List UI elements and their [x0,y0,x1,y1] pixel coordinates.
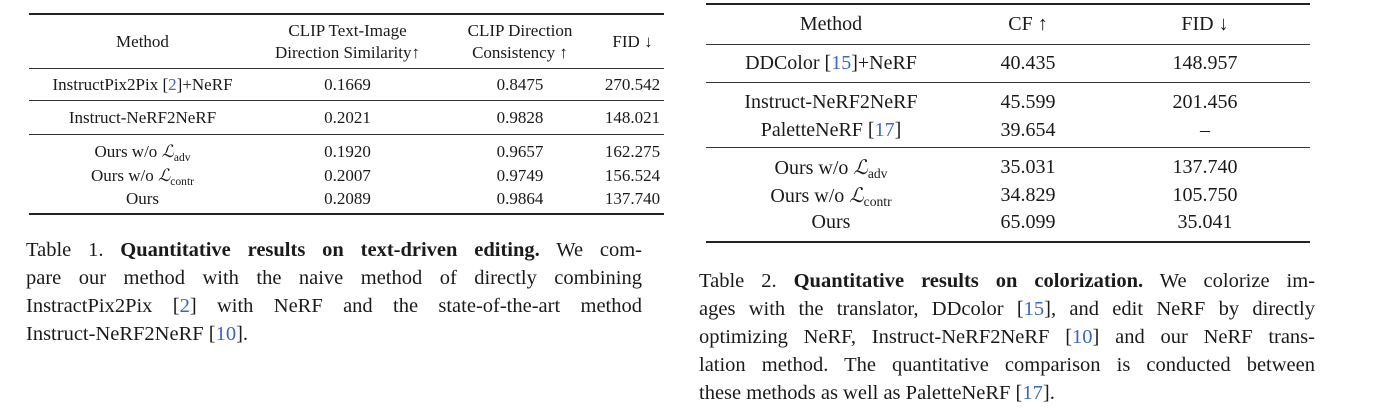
cell-fid: 156.524 [604,166,661,185]
cell-fid: 148.957 [1100,45,1310,83]
cell-consistency: 0.9657 [496,142,544,161]
method-text: ] [894,118,902,141]
loss-subscript: contr [170,174,195,188]
method-text: ]+NeRF [176,74,233,94]
caption-text: ]. [1042,382,1055,404]
row-method: Ours [706,209,956,242]
method-text: PaletteNeRF [ [760,118,875,141]
caption-text: Instruct-NeRF2NeRF [ [26,323,216,345]
loss-symbol: ℒ [161,142,174,162]
loss-symbol: ℒ [853,154,868,179]
cell-similarity: 0.1669 [256,69,439,101]
header-clip-similarity-line1: CLIP Text-Image [288,20,407,40]
caption-line: lation method. The quantitative comparison is conducted between [699,354,1315,376]
row-method: Instruct-NeRF2NeRF [29,101,256,135]
header-cf: CF ↑ [956,4,1100,45]
table-row [29,135,664,166]
header-clip-consistency [439,14,601,69]
cell-similarity: 0.2089 [256,187,439,214]
caption-text: optimizing NeRF, Instruct-NeRF2NeRF [ [699,326,1073,348]
caption-line [26,320,642,348]
caption-label: Table 1. [26,239,104,261]
row-method [29,135,256,166]
table-row [29,187,664,214]
row-method [29,165,256,187]
cell-consistency: 0.9749 [496,166,544,185]
caption-text: We colorize im- [1159,270,1316,292]
header-fid: FID ↓ [601,14,664,69]
method-text: Ours w/o [774,156,854,179]
cell-fid: 137.740 [1172,155,1238,178]
citation-link[interactable]: 2 [168,74,177,94]
row-method [706,117,956,148]
caption-line [699,323,1315,351]
caption-line [699,379,1315,407]
cell-fid: – [1100,117,1310,148]
table-2-caption [699,267,1315,407]
method-text: Ours w/o [770,185,850,207]
caption-text: these methods as well as PaletteNeRF [ [699,382,1023,404]
cell-fid: 148.021 [601,101,664,135]
row-method: Ours [29,187,256,214]
cell-consistency: 0.9864 [439,187,601,214]
citation-link[interactable]: 17 [874,118,895,141]
caption-text: ], and edit NeRF by directly [1044,298,1315,320]
header-method: Method [29,14,256,69]
citation-link[interactable]: 2 [179,295,190,317]
cell-similarity: 0.1920 [324,142,371,161]
row-method: Instruct-NeRF2NeRF [744,90,918,113]
table-row [706,209,1310,242]
table-row [706,45,1310,83]
caption-title: Quantitative results on colorization. [793,270,1144,292]
cell-cf: 34.829 [1000,184,1056,206]
method-text: ]+NeRF [851,52,917,74]
header-clip-similarity-line2: Direction Similarity↑ [275,42,420,62]
citation-link[interactable]: 10 [1072,326,1093,348]
caption-line: pare our method with the naive method of directly combining [26,267,642,289]
citation-link[interactable]: 15 [831,52,852,74]
caption-line [26,292,642,320]
caption-text: We com- [556,239,643,261]
caption-text: ] with NeRF and the state-of-the-art method [189,295,642,317]
citation-link[interactable]: 15 [1023,298,1045,320]
cell-cf: 45.599 [1000,90,1056,113]
cell-similarity: 0.2007 [324,166,371,185]
cell-similarity: 0.2021 [256,101,439,135]
header-fid: FID ↓ [1100,4,1310,45]
caption-line [699,295,1315,323]
table-1-header-row [29,14,664,69]
header-clip-similarity [256,14,439,69]
loss-symbol: ℒ [849,183,864,207]
method-text: Ours w/o [94,142,162,161]
method-text: InstructPix2Pix [ [52,74,169,94]
header-clip-consistency-line1: CLIP Direction [467,20,573,40]
table-1-caption [26,236,642,348]
header-method: Method [706,4,956,45]
cell-fid: 137.740 [601,187,664,214]
header-clip-consistency-line2: Consistency ↑ [472,42,568,62]
table-row [706,182,1310,209]
method-text: DDColor [ [745,52,832,74]
table-row [706,117,1310,148]
cell-fid: 35.041 [1100,209,1310,242]
loss-subscript: adv [867,165,888,181]
caption-line [26,236,642,264]
cell-consistency: 0.8475 [439,69,601,101]
cell-fid: 105.750 [1172,184,1238,206]
cell-cf: 39.654 [956,117,1100,148]
cell-cf: 65.099 [956,209,1100,242]
caption-text: ages with the translator, DDcolor [ [699,298,1024,320]
caption-text: ] and our NeRF trans- [1092,326,1315,348]
table-row [29,101,664,135]
table-row [706,148,1310,183]
caption-title: Quantitative results on text-driven editing. [120,239,540,261]
cell-fid: 270.542 [601,69,664,101]
loss-symbol: ℒ [158,166,171,186]
cell-cf: 35.031 [1000,155,1056,178]
caption-line [699,267,1315,295]
method-text: Ours w/o [90,166,159,185]
caption-label: Table 2. [699,270,777,292]
row-method [706,182,956,209]
table-row [29,165,664,187]
citation-link[interactable]: 10 [215,323,237,345]
row-method [29,69,256,101]
cell-cf: 40.435 [956,45,1100,83]
table-row [706,83,1310,118]
row-method [706,148,956,183]
loss-subscript: contr [863,194,892,210]
table-1 [29,13,664,215]
cell-fid: 201.456 [1172,90,1238,113]
table-row [29,69,664,101]
row-method [706,45,956,83]
cell-consistency: 0.9828 [439,101,601,135]
table-2-header-row [706,4,1310,45]
loss-subscript: adv [173,150,191,164]
table-2 [706,3,1310,243]
citation-link[interactable]: 17 [1022,382,1043,404]
cell-fid: 162.275 [604,142,661,161]
caption-text: ]. [236,323,249,345]
caption-text: InstractPix2Pix [ [26,295,180,317]
